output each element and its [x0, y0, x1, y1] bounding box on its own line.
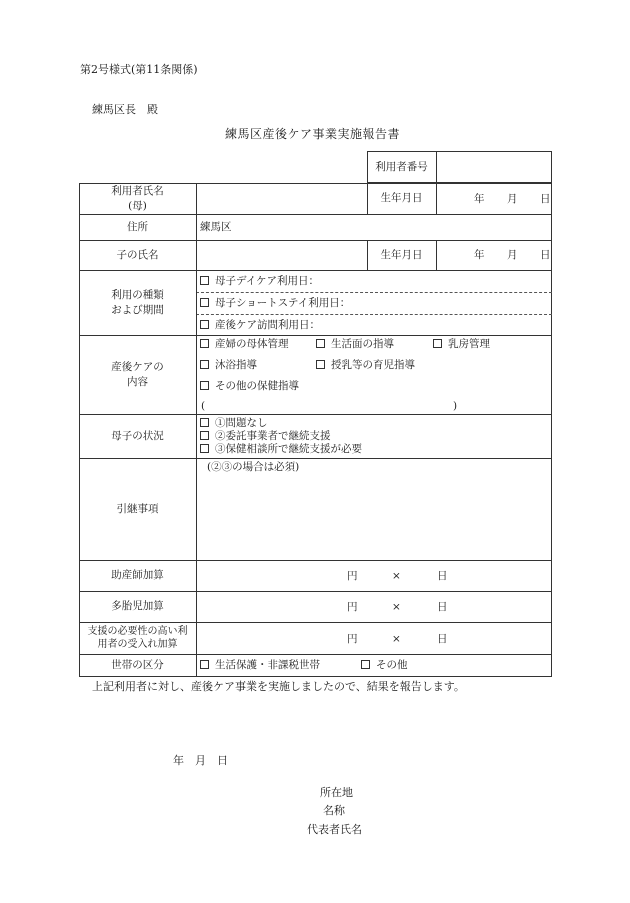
- user-name-field[interactable]: [197, 184, 366, 213]
- checkbox-icon[interactable]: [200, 360, 209, 369]
- multiple-yen: 円: [347, 601, 358, 613]
- report-date: 年 月 日: [173, 754, 228, 767]
- multiple-label: 多胎児加算: [111, 600, 164, 613]
- usage-item-visit[interactable]: 産後ケア訪問利用日：: [200, 320, 320, 331]
- birth-year-unit: 年: [474, 193, 485, 205]
- checkbox-icon[interactable]: [316, 360, 325, 369]
- checkbox-icon[interactable]: [200, 276, 209, 285]
- usage-item-shortstay[interactable]: 母子ショートステイ利用日：: [200, 298, 350, 309]
- status-item-no-problem[interactable]: ①問題なし: [200, 418, 268, 429]
- user-number-label: 利用者番号: [375, 160, 428, 173]
- midwife-label: 助産師加算: [111, 569, 164, 582]
- child-birth-day-unit: 日: [540, 249, 551, 261]
- support-yen: 円: [347, 633, 358, 645]
- location-label: 所在地: [320, 786, 353, 799]
- representative-label: 代表者氏名: [307, 823, 362, 836]
- checkbox-icon[interactable]: [361, 660, 370, 669]
- child-name-field[interactable]: [197, 241, 366, 269]
- checkbox-icon[interactable]: [433, 339, 442, 348]
- birth-day-unit: 日: [540, 193, 551, 205]
- care-paren-close: ): [453, 400, 458, 412]
- checkbox-icon[interactable]: [200, 381, 209, 390]
- midwife-times: ×: [392, 570, 401, 582]
- household-item-welfare[interactable]: 生活保護・非課税世帯: [200, 660, 320, 671]
- care-item-bathing[interactable]: 沐浴指導: [200, 360, 257, 371]
- handover-label: 引継事項: [116, 502, 159, 515]
- birthdate-label: 生年月日: [380, 192, 423, 205]
- care-item-other[interactable]: その他の保健指導: [200, 381, 299, 392]
- form-number: 第2号様式(第11条関係): [80, 63, 198, 76]
- care-item-breast[interactable]: 乳房管理: [433, 339, 490, 350]
- household-label: 世帯の区分: [111, 659, 164, 672]
- usage-item-daycare[interactable]: 母子デイケア利用日：: [200, 276, 319, 287]
- report-title: 練馬区産後ケア事業実施報告書: [225, 127, 401, 141]
- care-item-feeding[interactable]: 授乳等の育児指導: [316, 360, 415, 371]
- care-paren-open: (: [201, 400, 206, 412]
- checkbox-icon[interactable]: [316, 339, 325, 348]
- child-birth-month-unit: 月: [507, 249, 518, 261]
- address-value[interactable]: 練馬区: [200, 221, 232, 233]
- child-birth-year-unit: 年: [474, 249, 485, 261]
- status-item-health-center[interactable]: ③保健相談所で継続支援が必要: [200, 444, 362, 455]
- checkbox-icon[interactable]: [200, 320, 209, 329]
- checkbox-icon[interactable]: [200, 418, 209, 427]
- multiple-times: ×: [392, 601, 401, 613]
- status-label: 母子の状況: [111, 429, 164, 442]
- checkbox-icon[interactable]: [200, 444, 209, 453]
- checkbox-icon[interactable]: [200, 660, 209, 669]
- name-label: 名称: [323, 804, 345, 817]
- addressee: 練馬区長 殿: [92, 103, 158, 116]
- handover-note: (②③の場合は必須): [207, 461, 300, 473]
- care-label: 産後ケアの 内容: [111, 361, 164, 388]
- user-name-label: 利用者氏名 (母): [111, 185, 164, 212]
- support-days: 日: [437, 633, 448, 645]
- birth-month-unit: 月: [507, 193, 518, 205]
- checkbox-icon[interactable]: [200, 339, 209, 348]
- support-label: 支援の必要性の高い利 用者の受入れ加算: [87, 625, 188, 650]
- multiple-days: 日: [437, 601, 448, 613]
- usage-label: 利用の種類 および期間: [111, 289, 164, 316]
- user-number-field[interactable]: [437, 152, 551, 182]
- support-times: ×: [392, 633, 401, 645]
- household-item-other[interactable]: その他: [361, 660, 408, 671]
- care-other-field[interactable]: [210, 398, 450, 412]
- care-item-lifestyle[interactable]: 生活面の指導: [316, 339, 394, 350]
- midwife-days: 日: [437, 570, 448, 582]
- child-birthdate-label: 生年月日: [380, 248, 423, 261]
- statement: 上記利用者に対し、産後ケア事業を実施しましたので、結果を報告します。: [92, 680, 465, 693]
- checkbox-icon[interactable]: [200, 298, 209, 307]
- midwife-yen: 円: [347, 570, 358, 582]
- handover-field[interactable]: [197, 476, 551, 559]
- care-item-maternal[interactable]: 産婦の母体管理: [200, 339, 289, 350]
- address-label: 住所: [127, 220, 148, 233]
- checkbox-icon[interactable]: [200, 431, 209, 440]
- child-name-label: 子の氏名: [116, 248, 159, 261]
- status-item-contractor[interactable]: ②委託事業者で継続支援: [200, 431, 331, 442]
